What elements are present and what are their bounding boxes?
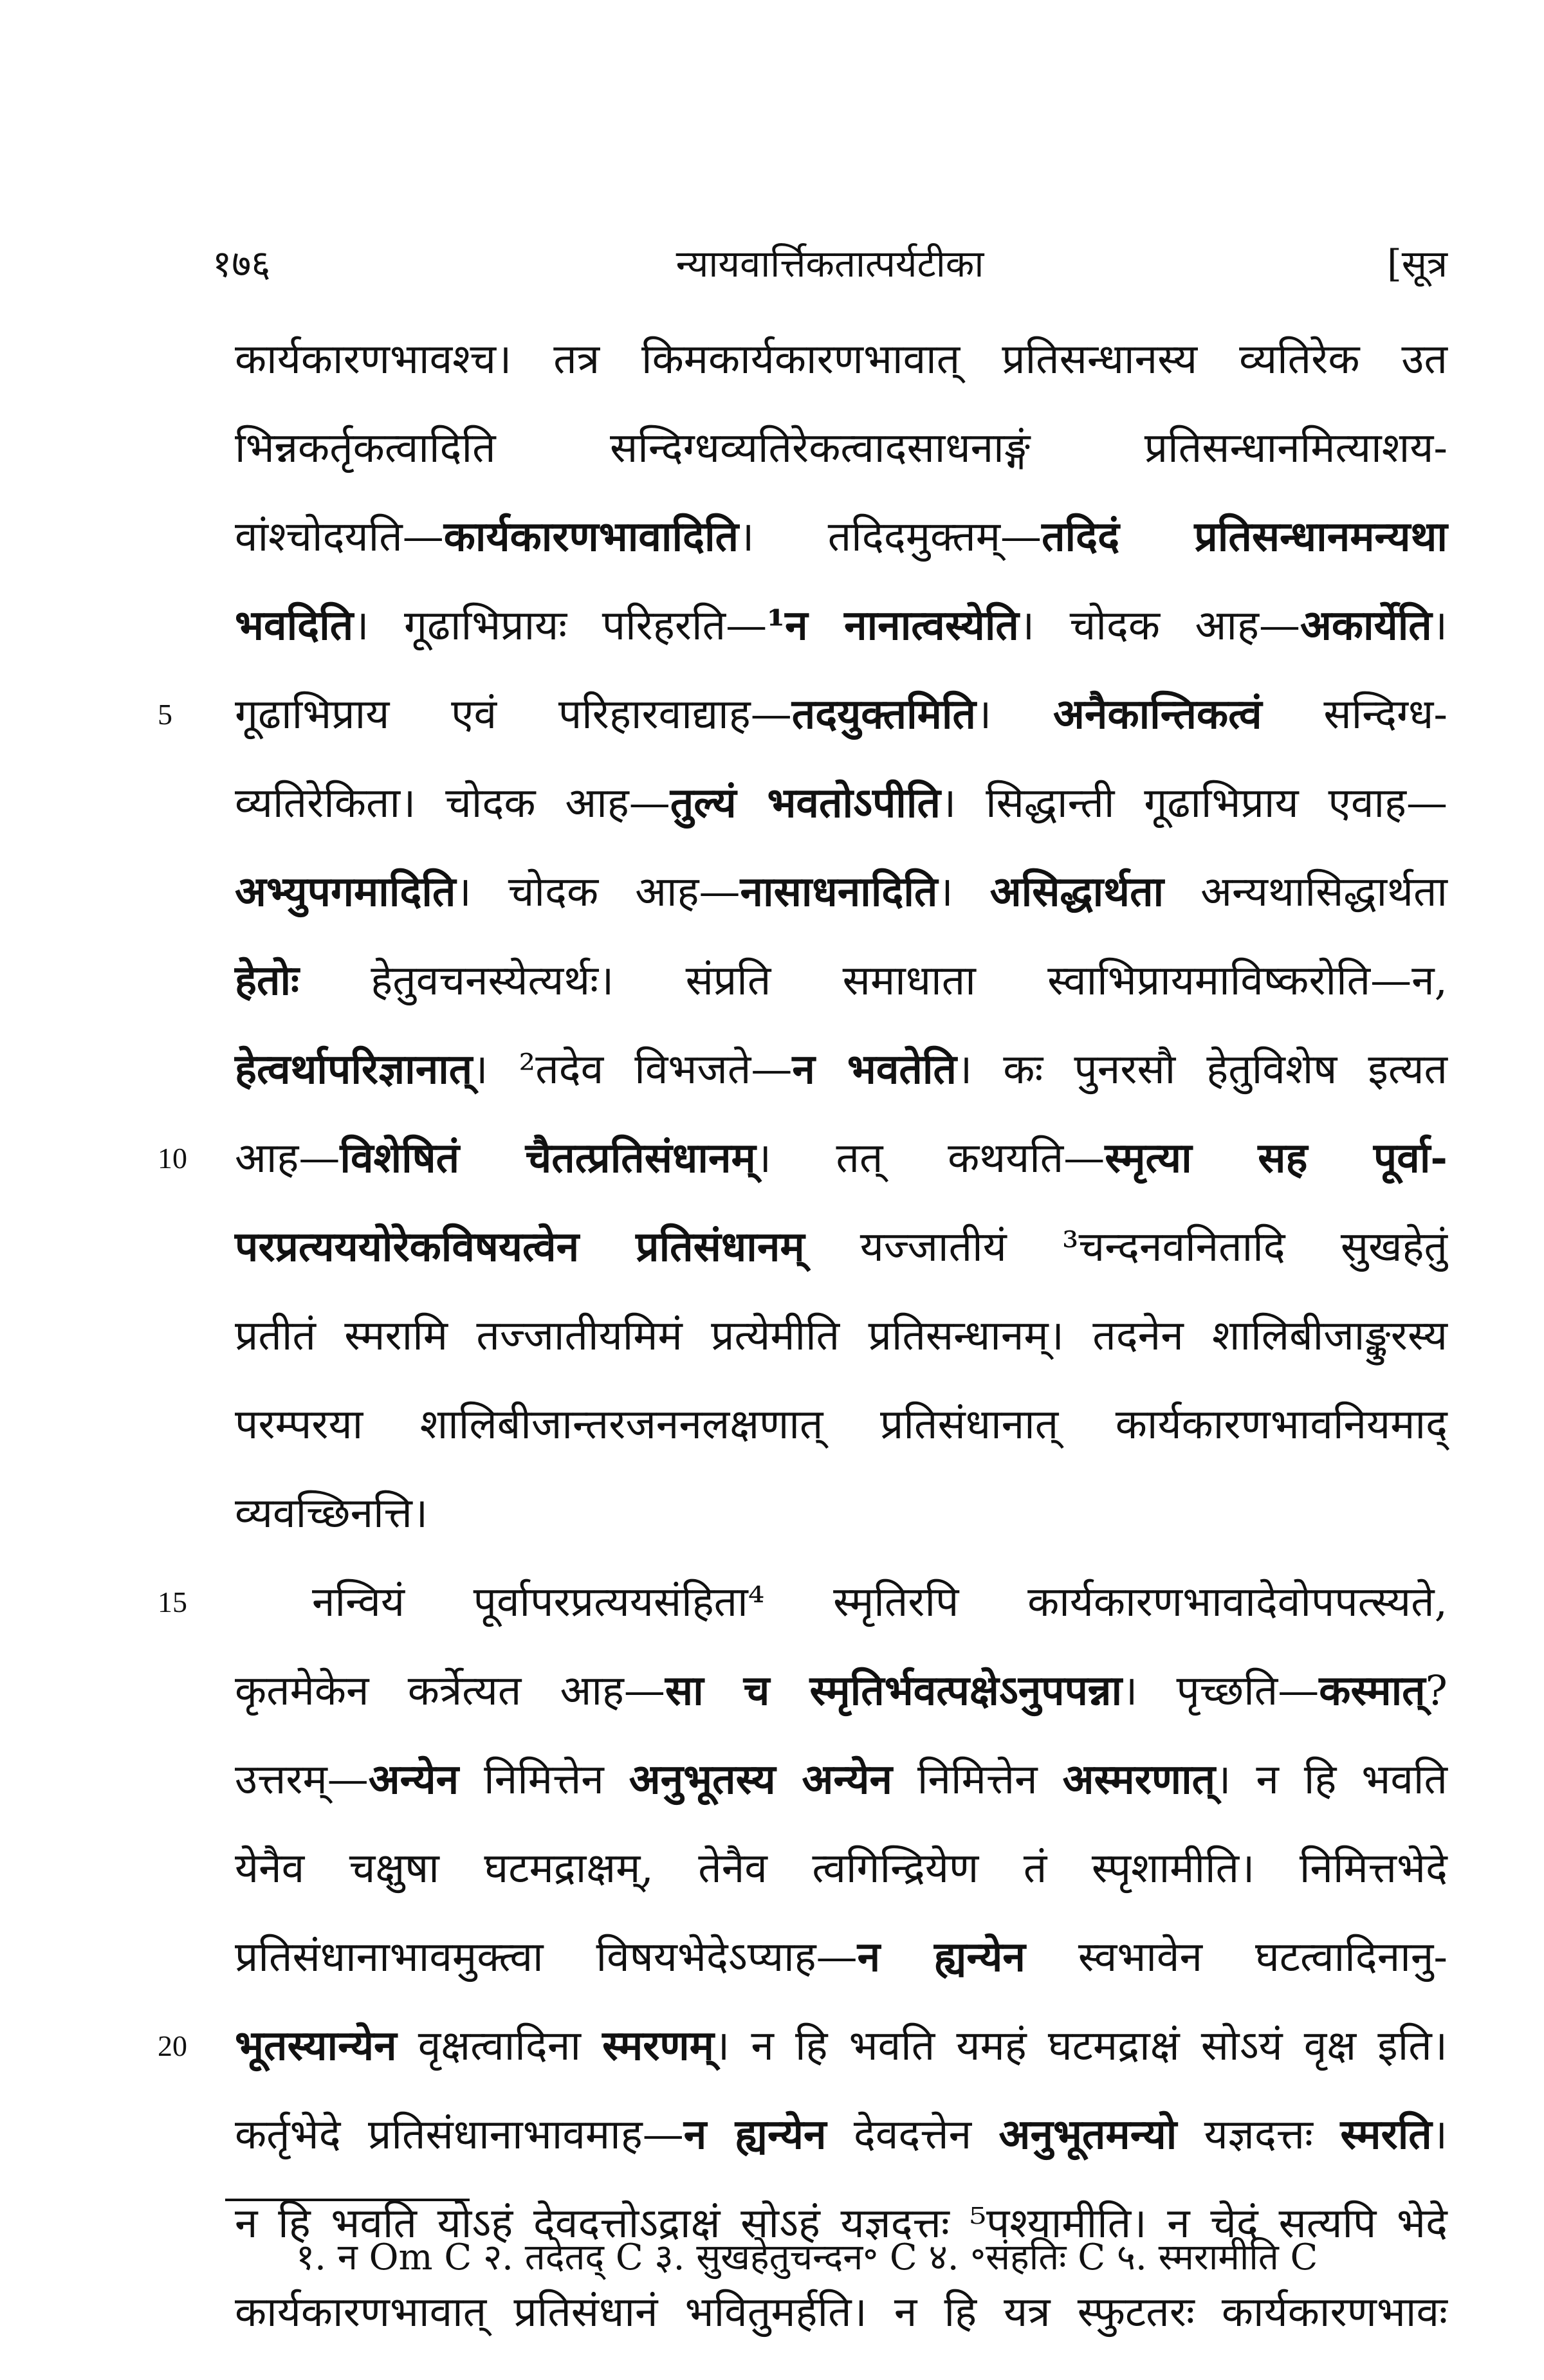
bold-lemma: अनैकान्तिकत्वं xyxy=(1053,690,1262,738)
bold-lemma: न ह्यन्येन xyxy=(683,2110,827,2159)
text-run: । xyxy=(1431,2111,1448,2159)
text-line xyxy=(235,1735,1448,1824)
text-line xyxy=(235,1203,1448,1292)
line-number: 10 xyxy=(158,1142,187,1175)
text-line xyxy=(235,759,1448,848)
text-line xyxy=(235,1913,1448,2002)
text-run: यज्ञदत्तः xyxy=(1177,2111,1341,2159)
section-marker: [सूत्र xyxy=(1387,242,1448,286)
text-run: स्वभावेन घटत्वादिनानु- xyxy=(1025,1934,1448,1981)
bold-lemma: हेतोः xyxy=(235,957,299,1005)
text-run: भिन्नकर्तृकत्वादिति सन्दिग्धव्यतिरेकत्वादसाधनाङ्गं प्रतिसन्धानमित्याशय- xyxy=(235,425,1448,472)
text-run: । तत् कथयति— xyxy=(755,1135,1105,1182)
bold-lemma: नासाधनादिति xyxy=(740,868,938,916)
text-run: । चोदक आह— xyxy=(455,868,740,916)
text-line xyxy=(235,1292,1448,1380)
bold-lemma: भवदिति xyxy=(235,601,354,650)
text-run: प्रतीतं स्मरामि तज्जातीयमिमं प्रत्येमीति प्रतिसन्धानम्। तदनेन शालिबीजाङ्कुरस्य xyxy=(235,1312,1448,1360)
bold-lemma: असिद्धार्थता xyxy=(989,868,1164,916)
line-number: 5 xyxy=(158,698,172,731)
text-line xyxy=(158,2002,1448,2091)
text-run: कर्तृभेदे प्रतिसंधानाभावमाह— xyxy=(235,2111,684,2159)
text-run: आह— xyxy=(235,1135,340,1182)
bold-lemma: न भवतेति xyxy=(792,1045,957,1094)
text-line xyxy=(158,1558,1448,1647)
bold-lemma: विशेषितं चैतत्प्रतिसंधानम् xyxy=(340,1134,756,1182)
text-run: । न हि भवति xyxy=(1215,1756,1448,1804)
text-run: निमित्तेन xyxy=(459,1756,629,1804)
bold-lemma: अभ्युपगमादिति xyxy=(235,868,456,916)
text-run: । न हि भवति यमहं घटमद्राक्षं सोऽयं वृक्ष इति। xyxy=(713,2022,1448,2070)
text-run: यज्जातीयं ³चन्दनवनितादि सुखहेतुं xyxy=(804,1223,1448,1271)
text-line xyxy=(235,404,1448,493)
text-line xyxy=(235,1469,1448,1558)
bold-lemma: तदिदं प्रतिसन्धानमन्यथा xyxy=(1042,513,1448,561)
text-run: येनैव चक्षुषा घटमद्राक्षम्, तेनैव त्वगिन्द्रियेण तं स्पृशामीति। निमित्तभेदे xyxy=(235,1845,1448,1892)
text-line xyxy=(235,1025,1448,1114)
text-line xyxy=(158,1114,1448,1203)
line-number: 15 xyxy=(158,1586,187,1618)
text-line xyxy=(235,2091,1448,2179)
text-body xyxy=(158,315,1448,2357)
bold-lemma: परप्रत्यययोरेकविषयत्वेन प्रतिसंधानम् xyxy=(235,1223,805,1271)
text-run: देवदत्तेन xyxy=(826,2111,999,2159)
bold-lemma: तदयुक्तमिति xyxy=(791,690,976,738)
bold-lemma: न ह्यन्येन xyxy=(857,1933,1025,1981)
text-run: कार्यकारणभावात् प्रतिसंधानं भवितुमर्हति। न हि यत्र स्फुटतरः कार्यकारणभावः xyxy=(235,2289,1448,2336)
footnote-rule xyxy=(225,2199,470,2201)
bold-lemma: अनुभूतस्य अन्येन xyxy=(629,1755,892,1804)
text-run: ? xyxy=(1425,1667,1448,1715)
bold-lemma: अकार्येति xyxy=(1300,601,1432,650)
text-run: । तदिदमुक्तम्— xyxy=(739,513,1042,561)
text-run: सन्दिग्ध- xyxy=(1262,691,1448,738)
text-run: न हि भवति योऽहं देवदत्तोऽद्राक्षं सोऽहं यज्ञदत्तः ⁵पश्यामीति। न चेदं सत्यपि भेदे xyxy=(235,2200,1448,2247)
text-run: । गूढाभिप्रायः परिहरति— xyxy=(353,602,767,650)
bold-lemma: स्मृत्या सह पूर्वा- xyxy=(1105,1134,1448,1182)
text-run: । चोदक आह— xyxy=(1018,602,1300,650)
text-run: परम्परया शालिबीजान्तरजननलक्षणात् प्रतिसंधानात् कार्यकारणभावनियमाद् xyxy=(235,1401,1448,1449)
text-run: गूढाभिप्राय एवं परिहारवाद्याह— xyxy=(235,691,792,738)
text-line xyxy=(158,670,1448,759)
bold-lemma: स्मरणम् xyxy=(602,2022,714,2070)
text-line xyxy=(235,581,1448,670)
bold-lemma: अस्मरणात् xyxy=(1062,1755,1216,1804)
text-run: वांश्चोदयति— xyxy=(235,513,444,561)
text-run: । xyxy=(937,868,990,916)
text-line xyxy=(235,1824,1448,1913)
text-run: वृक्षत्वादिना xyxy=(396,2022,603,2070)
text-run: । xyxy=(1431,602,1448,650)
text-run: हेतुवचनस्येत्यर्थः। संप्रति समाधाता स्वाभिप्रायमाविष्करोति—न, xyxy=(299,957,1448,1005)
text-run: निमित्तेन xyxy=(892,1756,1063,1804)
page-number: १७६ xyxy=(212,242,271,286)
bold-lemma: ¹न नानात्वस्येति xyxy=(767,601,1019,650)
bold-lemma: सा च स्मृतिर्भवत्पक्षेऽनुपपन्ना xyxy=(665,1667,1123,1715)
text-run: अन्यथासिद्धार्थता xyxy=(1164,868,1448,916)
text-run: व्यतिरेकिता। चोदक आह— xyxy=(235,780,670,827)
bold-lemma: तुल्यं भवतोऽपीति xyxy=(670,779,941,827)
text-run: उत्तरम्— xyxy=(235,1756,369,1804)
text-run: प्रतिसंधानाभावमुक्त्वा विषयभेदेऽप्याह— xyxy=(235,1934,858,1981)
text-line xyxy=(235,848,1448,937)
running-title: न्यायवार्त्तिकतात्पर्यटीका xyxy=(676,242,984,286)
bold-lemma: भूतस्यान्येन xyxy=(235,2022,397,2070)
line-number: 20 xyxy=(158,2029,187,2062)
bold-lemma: हेत्वर्थापरिज्ञानात् xyxy=(235,1045,473,1094)
text-run: कृतमेकेन कर्त्रेत्यत आह— xyxy=(235,1667,665,1715)
text-line xyxy=(235,493,1448,581)
text-run: । सिद्धान्ती गूढाभिप्राय एवाह— xyxy=(940,780,1448,827)
text-run: । ²तदेव विभजते— xyxy=(472,1046,793,1094)
text-line xyxy=(235,1380,1448,1469)
running-header xyxy=(212,225,1448,302)
text-run: कार्यकारणभावश्च। तत्र किमकार्यकारणभावात् प्रतिसन्धानस्य व्यतिरेक उत xyxy=(235,336,1448,383)
bold-lemma: कस्मात् xyxy=(1319,1667,1426,1715)
text-run: । पृच्छति— xyxy=(1122,1667,1319,1715)
bold-lemma: अनुभूतमन्यो xyxy=(998,2110,1177,2159)
text-line xyxy=(235,315,1448,404)
text-run: । कः पुनरसौ हेतुविशेष इत्यत xyxy=(956,1046,1448,1094)
text-line xyxy=(235,1647,1448,1735)
bold-lemma: स्मरति xyxy=(1340,2110,1432,2159)
bold-lemma: कार्यकारणभावादिति xyxy=(443,513,739,561)
text-run: । xyxy=(976,691,1054,738)
text-run: नन्वियं पूर्वापरप्रत्ययसंहिता⁴ स्मृतिरपि कार्यकारणभावादेवोपपत्स्यते, xyxy=(312,1579,1448,1626)
footnotes: १. न Om C २. तदेतद् C ३. सुखहेतुचन्दन॰ C ४. ॰संहतिः C ५. स्मरामीति C xyxy=(296,2237,1318,2278)
text-run: व्यवच्छिनत्ति। xyxy=(235,1490,428,1537)
bold-lemma: अन्येन xyxy=(368,1755,459,1804)
text-line xyxy=(235,937,1448,1025)
